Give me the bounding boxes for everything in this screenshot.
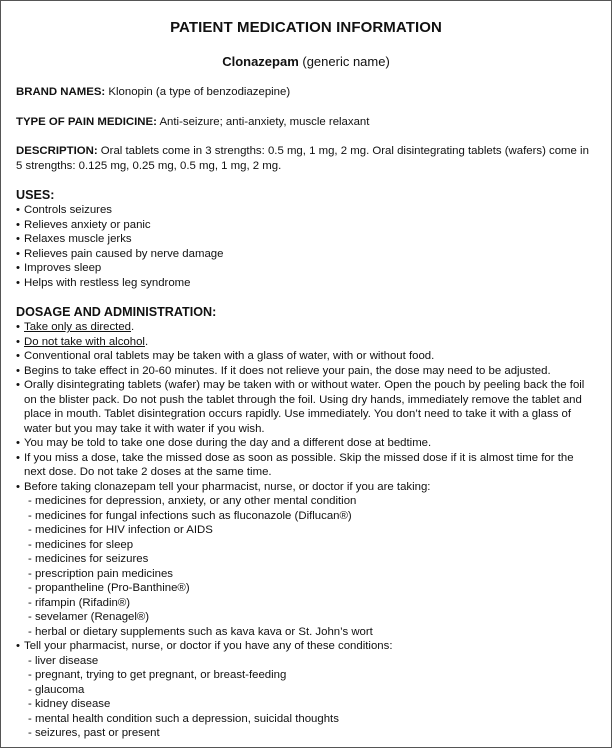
list-item: • Improves sleep [16,261,597,276]
dosage-heading: DOSAGE AND ADMINISTRATION: [16,305,217,319]
list-item: • Begins to take effect in 20-60 minutes. If it does not relieve your pain, the dose may need to be adjusted. [16,364,597,379]
sub-list-item: - rifampin (Rifadin®) [28,596,131,609]
list-item [16,335,597,350]
brand-label: BRAND NAMES: [16,86,106,98]
list-item: • Tell your pharmacist, nurse, or doctor if you have any of these conditions: [16,639,597,654]
list-item [16,320,597,335]
dosage-list [16,320,597,741]
list-item: • Before taking clonazepam tell your pharmacist, nurse, or doctor if you are taking: [16,480,597,495]
list-item: • You may be told to take one dose during the day and a different dose at bedtime. [16,436,597,451]
list-item: • Relieves pain caused by nerve damage [16,247,597,262]
emphasis-text: Take only as directed [24,321,132,333]
list-item: • Relaxes muscle jerks [16,232,597,247]
sub-list-item: - medicines for seizures [28,553,149,565]
sub-list-item: - seizures, past or present [28,727,160,739]
drug-name: Clonazepam [222,53,299,69]
sub-list-item: - medicines for fungal infections such as fluconazole (Diflucan®) [28,509,352,522]
drug-name-line [1,55,611,70]
sub-list-item: - kidney disease [28,698,111,710]
sub-list-item: - propantheline (Pro-Banthine®) [28,582,190,594]
list-item-text: . [131,321,135,333]
list-item: • Orally disintegrating tablets (wafer) may be taken with or without water. Open the pouch by peeling back the foil on the blister pack. Do not push the tablet through the foil. Using dry hands, immediately remove the tablet and place in mouth. Tablet disintegration occurs rapidly. Use immediately. You don’t need to take it with a glass of water but you may take it with water if you wish. [16,378,597,436]
emphasis-text: Do not take with alcohol [24,335,145,348]
medicine-type [16,115,597,130]
sub-list-item: - prescription pain medicines [28,567,173,580]
uses-heading: USES: [16,188,55,202]
type-value: Anti-seizure; anti-anxiety, muscle relaxant [156,115,370,128]
drug-name-suffix: (generic name) [298,53,390,69]
description-value: Oral tablets come in 3 strengths: 0.5 mg, 1 mg, 2 mg. Oral disintegrating tablets (wafers) come in 5 strengths: 0.125 mg, 0.25 mg, 0.5 mg, 1 mg, 2 mg. [16,145,589,172]
description-label: DESCRIPTION: [16,145,98,157]
page-title: PATIENT MEDICATION INFORMATION [170,19,442,36]
list-item: • Relieves anxiety or panic [16,218,597,233]
list-item: • If you miss a dose, take the missed dose as soon as possible. Skip the missed dose if it is almost time for the next dose. Do not take 2 doses at the same time. [16,451,597,480]
type-label: TYPE OF PAIN MEDICINE: [16,115,157,128]
sub-list-item: - mental health condition such a depression, suicidal thoughts [28,712,339,725]
sub-list-item: - sevelamer (Renagel®) [28,611,150,623]
list-item: • Helps with restless leg syndrome [16,276,597,291]
list-item: • Conventional oral tablets may be taken with a glass of water, with or without food. [16,349,597,364]
sub-list-item: - glaucoma [28,683,85,696]
sub-list-item: - medicines for HIV infection or AIDS [28,524,213,536]
sub-list-item: - pregnant, trying to get pregnant, or breast-feeding [28,669,287,681]
list-item-text: . [144,335,149,348]
brand-value: Klonopin (a type of benzodiazepine) [105,86,291,98]
sub-list-item: - herbal or dietary supplements such as kava kava or St. John’s wort [28,625,373,638]
uses-list [16,203,597,290]
list-item: • Controls seizures [16,203,597,218]
sub-list-item: - liver disease [28,654,99,667]
brand-names [16,85,597,100]
sub-list-item: - medicines for sleep [28,538,134,551]
sub-list-item: - medicines for depression, anxiety, or any other mental condition [28,495,357,507]
description [16,144,597,173]
